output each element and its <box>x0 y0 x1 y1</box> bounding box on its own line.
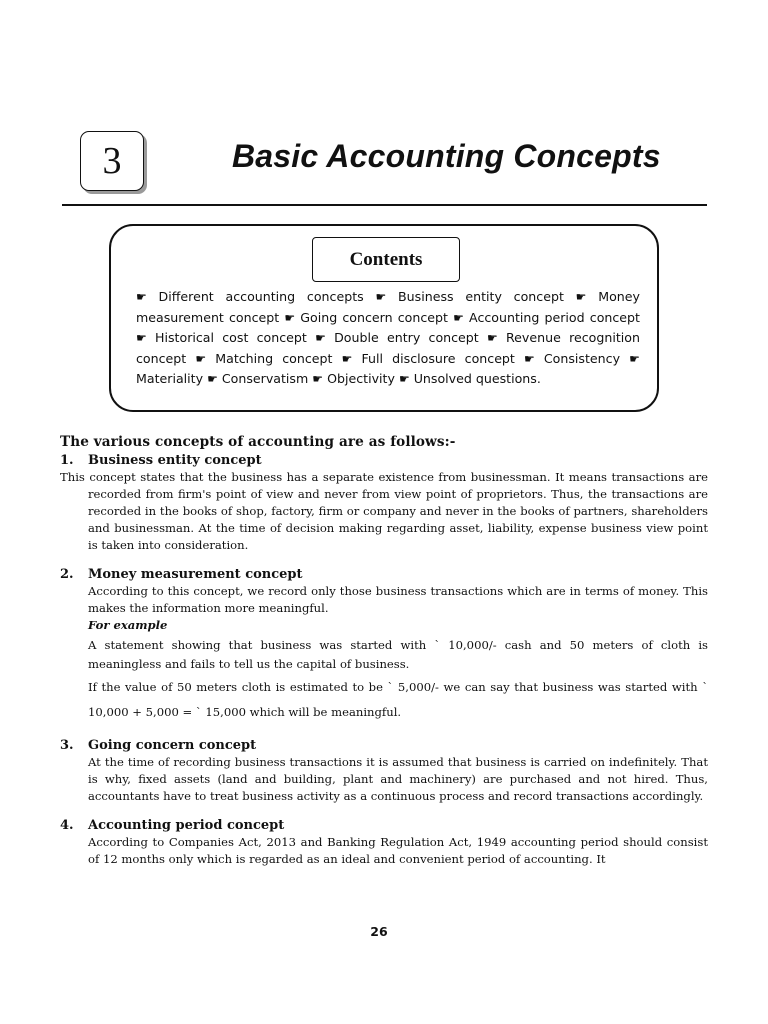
contents-item: Going concern concept <box>300 309 448 325</box>
section-paragraph: According to Companies Act, 2013 and Banking Regulation Act, 1949 accounting period should consist of 12 months only which is regarded as an ideal and convenient period of accounting. It <box>88 835 708 866</box>
section-number: 4. <box>60 818 74 833</box>
pointing-hand-icon: ☛ <box>136 331 147 345</box>
pointing-hand-icon: ☛ <box>375 290 387 304</box>
section-title: Going concern concept <box>88 738 257 753</box>
pointing-hand-icon: ☛ <box>486 331 498 345</box>
contents-item: Conservatism <box>221 371 309 386</box>
chapter-number-badge <box>80 131 144 191</box>
pointing-hand-icon: ☛ <box>629 351 640 366</box>
pointing-hand-icon: ☛ <box>341 351 353 366</box>
pointing-hand-icon: ☛ <box>207 372 218 386</box>
example-paragraph: A statement showing that business was started with ` 10,000/- cash and 50 meters of cloth is meaningless and fails to tell us the capital of business. <box>88 638 708 671</box>
pointing-hand-icon: ☛ <box>312 372 324 386</box>
contents-item: Accounting period concept <box>469 309 640 325</box>
page-number: 26 <box>370 924 388 939</box>
section-heading-4 <box>60 817 708 834</box>
section-heading-1 <box>60 452 708 469</box>
contents-item: Matching concept <box>215 350 333 366</box>
contents-item: Business entity concept <box>398 289 564 304</box>
section-paragraph: At the time of recording business transactions it is assumed that business is carried on indefinitely. That is why, fixed assets (land and building, plant and machinery) are purchased and not hired. Thus, accountants have to treat business activity as a continuous process and record transactions accordingly. <box>88 755 708 803</box>
pointing-hand-icon: ☛ <box>524 351 535 366</box>
contents-heading: Contents <box>349 248 423 270</box>
title-divider <box>62 204 707 206</box>
intro-heading: The various concepts of accounting are as follows:- <box>60 434 456 450</box>
section-paragraph: According to this concept, we record only those business transactions which are in terms of money. This makes the information more meaningful. <box>88 584 708 615</box>
contents-item: Objectivity <box>327 371 395 386</box>
chapter-title: Basic Accounting Concepts <box>232 138 661 174</box>
pointing-hand-icon: ☛ <box>398 372 410 386</box>
pointing-hand-icon: ☛ <box>453 310 464 325</box>
section-title: Accounting period concept <box>88 818 285 833</box>
example-paragraph: If the value of 50 meters cloth is estimated to be ` 5,000/- we can say that business was started with ` 10,000 + 5,000 = ` 15,000 which will be meaningful. <box>88 680 708 719</box>
contents-list <box>136 287 640 390</box>
contents-item: Materiality <box>136 371 204 386</box>
section-paragraph: This concept states that the business has a separate existence from businessman. It means transactions are recorded from firm's point of view and never from view point of proprietors. Thus, the transactions are recorded in the books of shop, factory, firm or company and never in the books of partners, shareholders and businessman. At the time of decision making regarding asset, liability, expense business view point is taken into consideration. <box>60 470 708 552</box>
contents-item: Consistency <box>543 350 621 366</box>
chapter-number: 3 <box>102 140 122 182</box>
pointing-hand-icon: ☛ <box>136 290 147 304</box>
example-label: For example <box>88 618 168 632</box>
contents-item: Unsolved questions. <box>413 371 541 386</box>
section-heading-2 <box>60 566 708 583</box>
contents-item: Double entry concept <box>334 330 479 345</box>
section-title: Money measurement concept <box>88 567 303 582</box>
section-number: 2. <box>60 567 74 582</box>
contents-item: Different accounting concepts <box>158 289 364 304</box>
pointing-hand-icon: ☛ <box>315 331 326 345</box>
pointing-hand-icon: ☛ <box>195 351 207 366</box>
section-heading-3 <box>60 737 708 754</box>
contents-heading-box <box>312 237 460 282</box>
contents-item: Money measurement concept <box>136 289 640 325</box>
contents-item: Full disclosure concept <box>361 350 515 366</box>
pointing-hand-icon: ☛ <box>284 310 296 325</box>
pointing-hand-icon: ☛ <box>575 290 587 304</box>
section-number: 3. <box>60 738 74 753</box>
contents-item: Historical cost concept <box>155 330 307 345</box>
section-title: Business entity concept <box>88 453 262 468</box>
document-body <box>60 434 708 868</box>
contents-item: Revenue recognition concept <box>136 330 640 366</box>
section-number: 1. <box>60 453 74 468</box>
